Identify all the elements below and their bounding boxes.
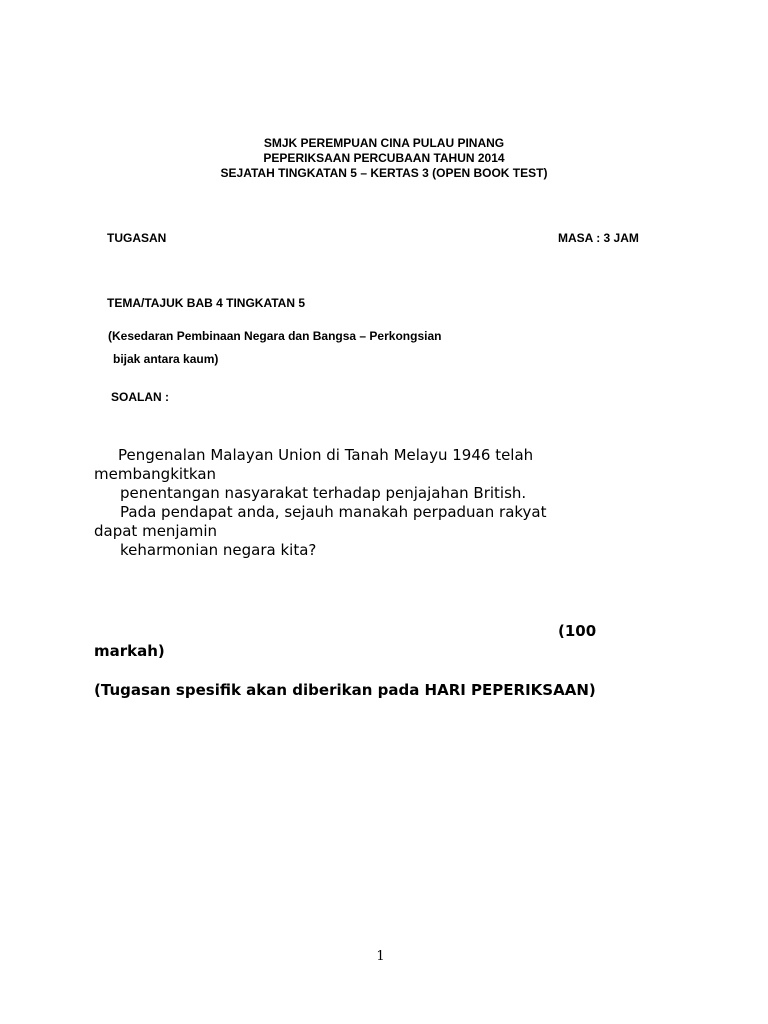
marks-value: (100 bbox=[558, 622, 597, 640]
question-line-1: Pengenalan Malayan Union di Tanah Melayu 1946 telah bbox=[118, 446, 534, 464]
marks-unit: markah) bbox=[94, 642, 165, 660]
theme-title: TEMA/TAJUK BAB 4 TINGKATAN 5 bbox=[107, 296, 305, 310]
question-line-2: membangkitkan bbox=[94, 465, 217, 483]
exam-title: PEPERIKSAAN PERCUBAAN TAHUN 2014 bbox=[263, 151, 505, 165]
question-line-4: Pada pendapat anda, sejauh manakah perpaduan rakyat bbox=[120, 503, 547, 521]
question-line-6: keharmonian negara kita? bbox=[120, 541, 317, 559]
question-line-5: dapat menjamin bbox=[94, 522, 218, 540]
page-number: 1 bbox=[376, 949, 385, 964]
theme-description-line-1: (Kesedaran Pembinaan Negara dan Bangsa – Perkongsian bbox=[108, 329, 442, 343]
question-label: SOALAN : bbox=[111, 390, 169, 404]
document-header bbox=[0, 136, 768, 181]
theme-description-line-2: bijak antara kaum) bbox=[113, 352, 219, 366]
task-label: TUGASAN bbox=[107, 231, 167, 245]
school-name: SMJK PEREMPUAN CINA PULAU PINANG bbox=[263, 136, 505, 150]
specific-task-note: (Tugasan spesifik akan diberikan pada HARI PEPERIKSAAN) bbox=[94, 681, 596, 699]
paper-title: SEJATAH TINGKATAN 5 – KERTAS 3 (OPEN BOOK TEST) bbox=[220, 166, 548, 180]
duration-label: MASA : 3 JAM bbox=[558, 231, 639, 245]
question-line-3: penentangan nasyarakat terhadap penjajahan British. bbox=[120, 484, 527, 502]
question-text bbox=[94, 446, 547, 560]
